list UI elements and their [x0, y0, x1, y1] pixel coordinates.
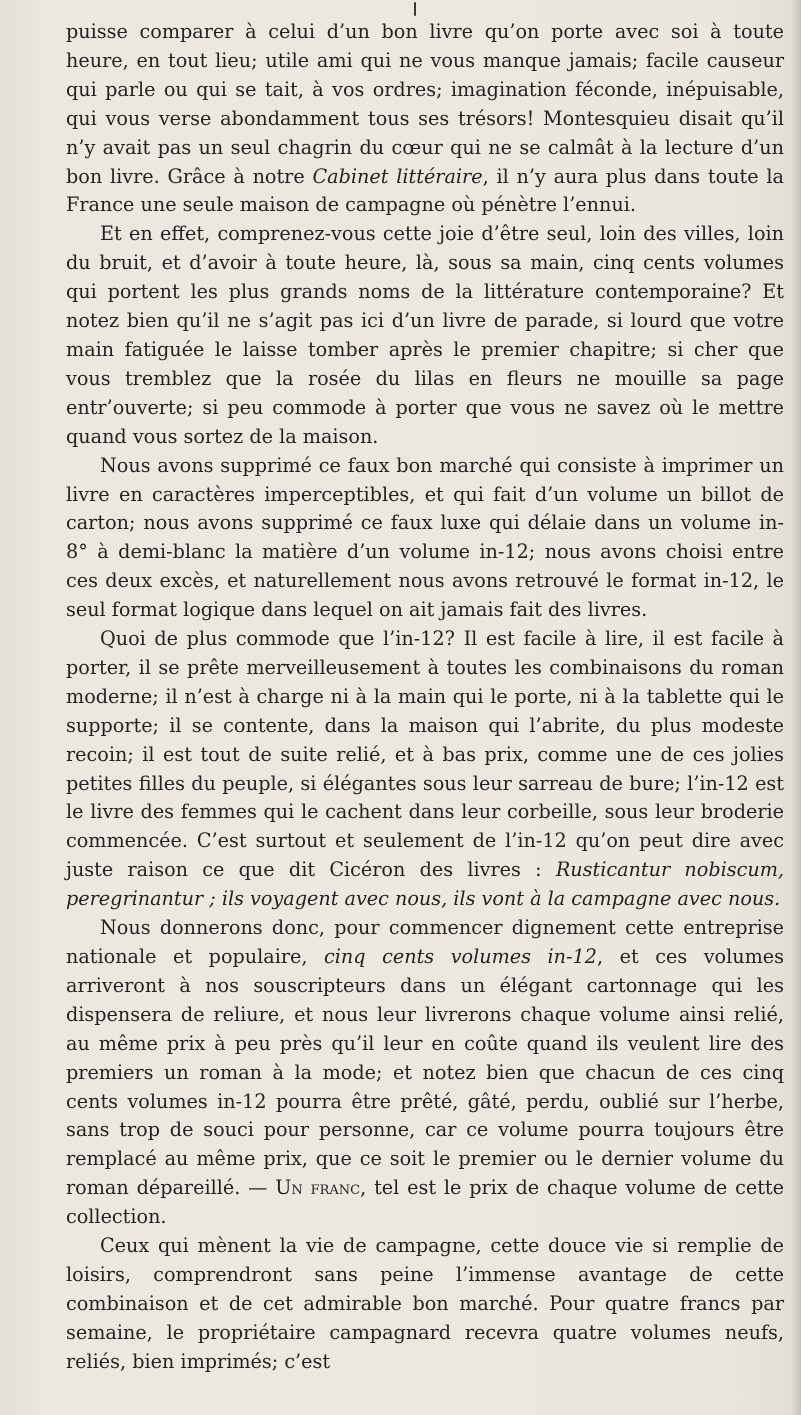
text-run: Et en effet, comprenez-vous cette joie d’être seul, loin des villes, loin du bruit, et d’avoir à toute heure, là, sous sa main, cinq cents volumes qui portent les plus grands noms de la littérature contemporaine? Et notez bien qu’il ne s’agit pas ici d’un livre de parade, si lourd que votre main fatiguée le laisse tomber après le premier chapitre; si cher que vous tremblez que la rosée du lilas en fleurs ne mouille sa page entr’ouverte; si peu commode à porter que vous ne savez où le mettre quand vous sortez de la maison. — [66, 222, 784, 448]
paragraph-2 — [66, 220, 784, 451]
text-run: , il n’y aura plus dans toute la France une seule maison de campagne où pénètre l’ennui. — [66, 164, 784, 217]
paragraph-6 — [66, 1232, 784, 1377]
paragraph-3 — [66, 452, 784, 625]
text-run: puisse comparer à celui d’un bon livre qu’on porte avec soi à toute heure, en tout lieu; utile ami qui ne vous manque jamais; facile causeur qui parle ou qui se tait, à vos ordres; imagination féconde, inépuisable, qui vous verse abondamment tous ses trésors! Montesquieu disait qu’il n’y avait pas un seul chagrin du cœur qui ne se calmât à la lecture d’un bon livre. Grâce à notre — [66, 20, 784, 188]
paragraph-5 — [66, 914, 784, 1232]
text-run: , tel est le prix de chaque volume de cette collection. — [66, 1176, 785, 1229]
text-run-smallcaps: Un franc — [275, 1176, 361, 1200]
ink-mark — [414, 2, 416, 16]
paragraph-4 — [66, 625, 784, 914]
paragraph-1 — [66, 18, 784, 220]
text-run-italic: cinq cents volumes in-12 — [324, 945, 597, 968]
page-text — [66, 18, 784, 1377]
text-run: Quoi de plus commode que l’in-12? Il est facile à lire, il est facile à porter, il se prête merveilleusement à toutes les combinaisons du roman moderne; il n’est à charge ni à la main qui le porte, ni à la tablette qui le supporte; il se contente, dans la maison qui l’abrite, du plus modeste recoin; il est tout de suite relié, et à bas prix, comme une de ces jolies petites filles du peuple, si élégantes sous leur sarreau de bure; l’in-12 est le livre des femmes qui le cachent dans leur corbeille, sous leur broderie commencée. C’est surtout et seulement de l’in-12 qu’on peut dire avec juste raison ce que dit Cicéron des livres : — [66, 627, 784, 882]
text-run-italic: Cabinet littéraire — [312, 164, 483, 188]
text-run: Ceux qui mènent la vie de campagne, cette douce vie si remplie de loisirs, comprendront sans peine l’immense avantage de cette combinaison et de cet admirable bon marché. Pour quatre francs par semaine, le propriétaire campagnard recevra quatre volumes neufs, reliés, bien imprimés; c’est — [66, 1234, 784, 1373]
text-run-italic: Rusticantur nobiscum, peregrinantur ; ils voyagent avec nous, ils vont à la campagne avec nous. — [66, 858, 784, 911]
text-run: Nous avons supprimé ce faux bon marché qui consiste à imprimer un livre en caractères imperceptibles, et qui fait d’un volume un billot de carton; nous avons supprimé ce faux luxe qui délaie dans un volume in-8° à demi-blanc la matière d’un volume in-12; nous avons choisi entre ces deux excès, et naturellement nous avons retrouvé le format in-12, le seul format logique dans lequel on ait jamais fait des livres. — [66, 453, 784, 622]
page-edge-shadow — [791, 0, 801, 1415]
text-run: , et ces volumes arriveront à nos souscripteurs dans un élégant cartonnage qui les dispensera de reliure, et nous leur livrerons chaque volume ainsi relié, au même prix à peu près qu’il leur en coûte quand ils veulent lire des premiers un roman à la mode; et notez bien que chacun de ces cinq cents volumes in-12 pourra être prêté, gâté, perdu, oublié sur l’herbe, sans trop de souci pour personne, car ce volume pourra toujours être remplacé au même prix, que ce soit le premier ou le dernier volume du roman dépareillé. — — [66, 945, 784, 1200]
text-run: Nous donnerons donc, pour commencer dignement cette entreprise nationale et populaire, — [66, 916, 784, 968]
